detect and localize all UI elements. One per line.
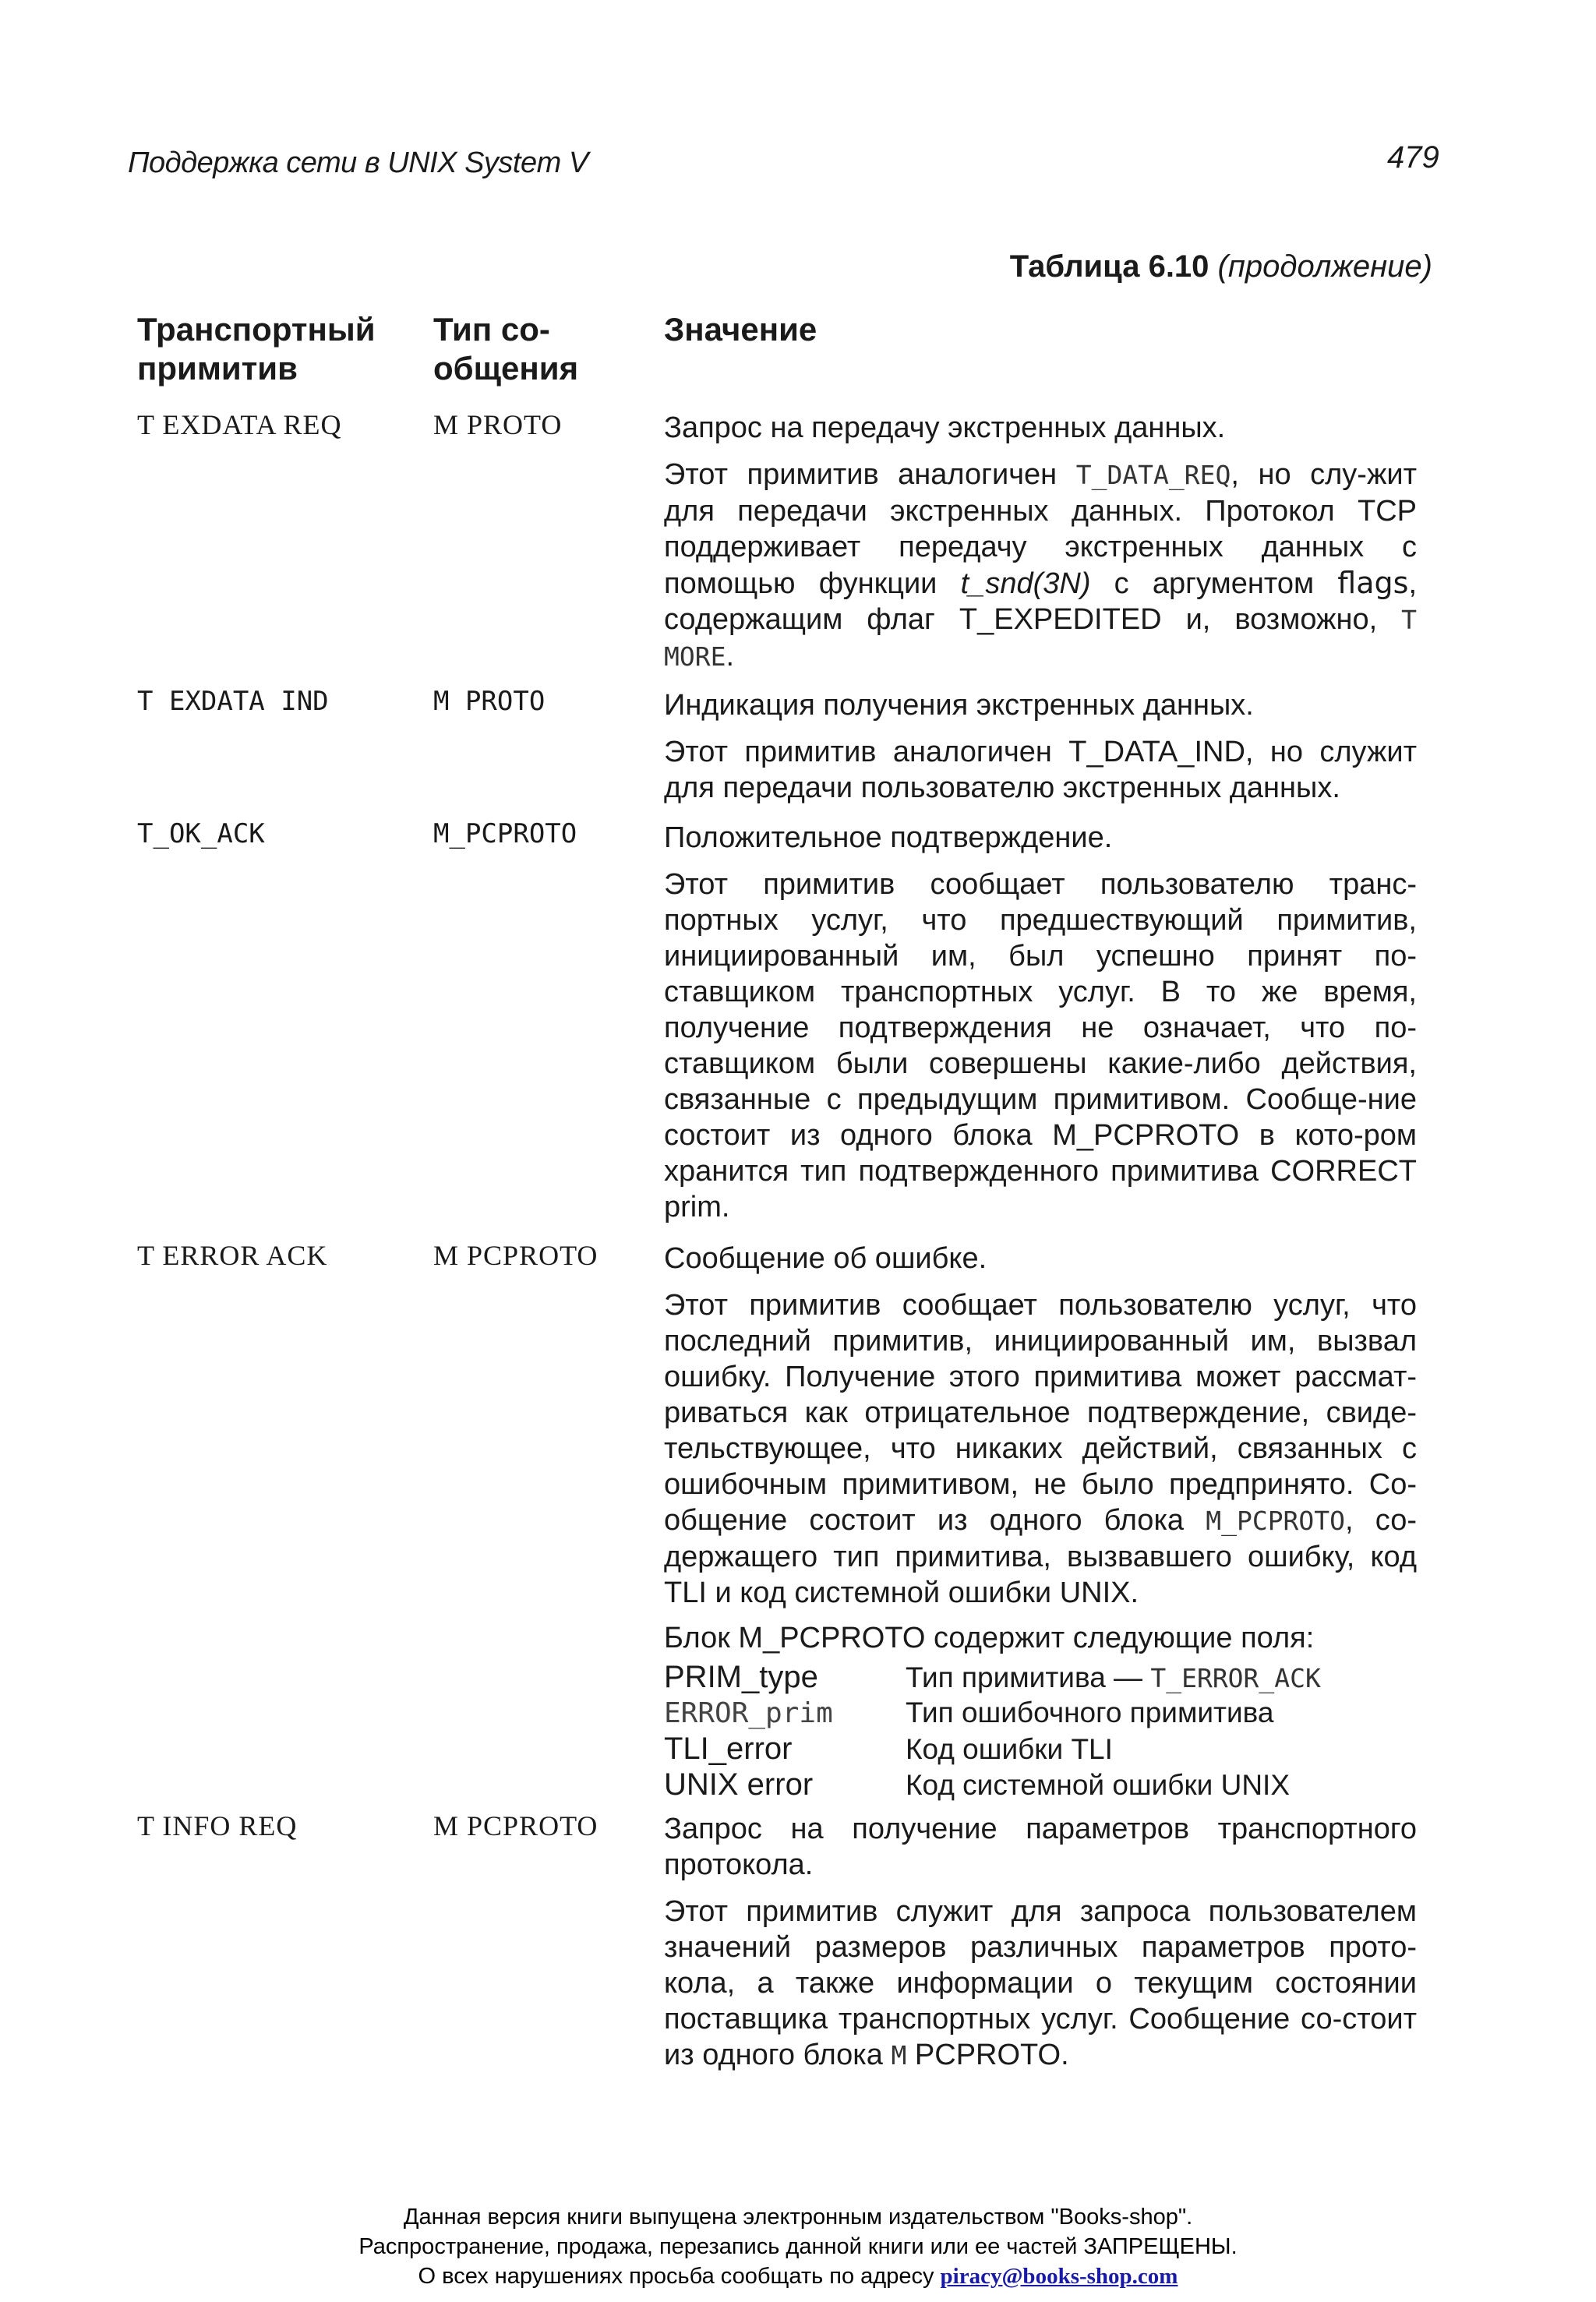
- table-caption-note: (продолжение): [1217, 249, 1432, 284]
- running-title: Поддержка сети в UNIX System V: [128, 147, 588, 179]
- row-summary: Индикация получения экстренных данных.: [664, 689, 1254, 722]
- row-msg-type: M PROTO: [433, 686, 546, 717]
- footer-line-3: О всех нарушениях просьба сообщать по адресу piracy@books-shop.com: [418, 2264, 1178, 2289]
- field-name: UNIX error: [664, 1767, 814, 1802]
- table-caption-label: Таблица 6.10: [1009, 249, 1209, 284]
- fields-list: [664, 1659, 1417, 1802]
- row-summary: Положительное подтверждение.: [664, 821, 1113, 854]
- row-description: [664, 1811, 1417, 2083]
- row-detail: Этот примитив аналогичен T_DATA_REQ, но слу-жит для передачи экстренных данных. Протокол TCP поддерживает передачу экстренных данных с помощью функции t_snd(3N) с аргументом flags, содержащим флаг T_EXPEDITED и, возможно, T MORE.: [664, 458, 1418, 673]
- row-detail: Этот примитив сообщает пользователю транс-портных услуг, что предшествующий примитив, инициированный им, был успешно принят по-ставщиком транспортных услуг. В то же время, получение подтверждения не означает, что по-ставщиком были совершены какие-либо действия, связанные с предыдущим примитивом. Сообще-ние состоит из одного блока M_PCPROTO в кото-ром хранится тип подтвержденного примитива CORRECT prim.: [664, 868, 1417, 1223]
- row-description: [664, 687, 1417, 815]
- field-name: ERROR_prim: [664, 1697, 833, 1729]
- row-detail: Этот примитив аналогичен T_DATA_IND, но служит для передачи пользователю экстренных данных.: [664, 736, 1417, 804]
- column-header-primitive: Транспортный примитив: [137, 311, 376, 387]
- field-row: [664, 1659, 1417, 1695]
- row-primitive: T EXDATA REQ: [137, 409, 342, 440]
- footer-line-2: Распространение, продажа, перезапись данной книги или ее частей ЗАПРЕЩЕНЫ.: [358, 2234, 1238, 2259]
- fields-intro: Блок M_PCPROTO содержит следующие поля:: [664, 1622, 1315, 1654]
- row-msg-type: M PCPROTO: [433, 1240, 598, 1271]
- field-desc: Тип примитива — T_ERROR_ACK: [906, 1661, 1321, 1693]
- row-primitive: T_OK_ACK: [137, 818, 265, 849]
- row-primitive: T ERROR ACK: [137, 1240, 328, 1271]
- field-desc: Код ошибки TLI: [906, 1733, 1113, 1765]
- row-description: [664, 1241, 1417, 1802]
- page-number: 479: [1387, 140, 1439, 175]
- field-row: [664, 1767, 1417, 1802]
- footer-notice: [0, 2202, 1596, 2291]
- column-header-msg-type: Тип со-общения: [433, 311, 579, 387]
- row-detail: Этот примитив сообщает пользователю услуг, что последний примитив, инициированный им, вызвал ошибку. Получение этого примитива может рассмат-риваться как отрицательное подтверждение, свиде-тельствующее, что никаких действий, связанных с ошибочным примитивом, не было предпринято. Со-общение состоит из одного блока M_PCPROTO, со-держащего тип примитива, вызвавшего ошибку, код TLI и код системной ошибки UNIX.: [664, 1289, 1417, 1609]
- column-header-meaning: Значение: [664, 311, 817, 348]
- footer-line-1: Данная версия книги выпущена электронным издательством "Books-shop".: [403, 2205, 1193, 2230]
- row-msg-type: M PROTO: [433, 409, 563, 440]
- row-primitive: T EXDATA IND: [137, 686, 329, 717]
- row-description: [664, 410, 1417, 684]
- row-summary: Запрос на передачу экстренных данных.: [664, 411, 1226, 444]
- table-caption: [1010, 249, 1432, 284]
- field-row: [664, 1731, 1417, 1767]
- row-detail: Этот примитив служит для запроса пользователем значений размеров различных параметров прото-кола, а также информации о текущим состоянии поставщика транспортных услуг. Сообщение со-стоит из одного блока M PCPROTO.: [664, 1895, 1417, 2071]
- field-name: PRIM_type: [664, 1660, 818, 1694]
- row-summary: Сообщение об ошибке.: [664, 1242, 987, 1275]
- field-row: [664, 1695, 1417, 1731]
- footer-email-link[interactable]: piracy@books-shop.com: [940, 2264, 1178, 2289]
- field-desc: Код системной ошибки UNIX: [906, 1769, 1291, 1801]
- row-description: [664, 820, 1417, 1234]
- field-desc: Тип ошибочного примитива: [906, 1696, 1274, 1728]
- row-summary: Запрос на получение параметров транспортного протокола.: [664, 1813, 1417, 1881]
- row-msg-type: M_PCPROTO: [433, 818, 577, 849]
- field-name: TLI_error: [664, 1732, 793, 1766]
- row-msg-type: M PCPROTO: [433, 1810, 598, 1841]
- row-primitive: T INFO REQ: [137, 1810, 298, 1841]
